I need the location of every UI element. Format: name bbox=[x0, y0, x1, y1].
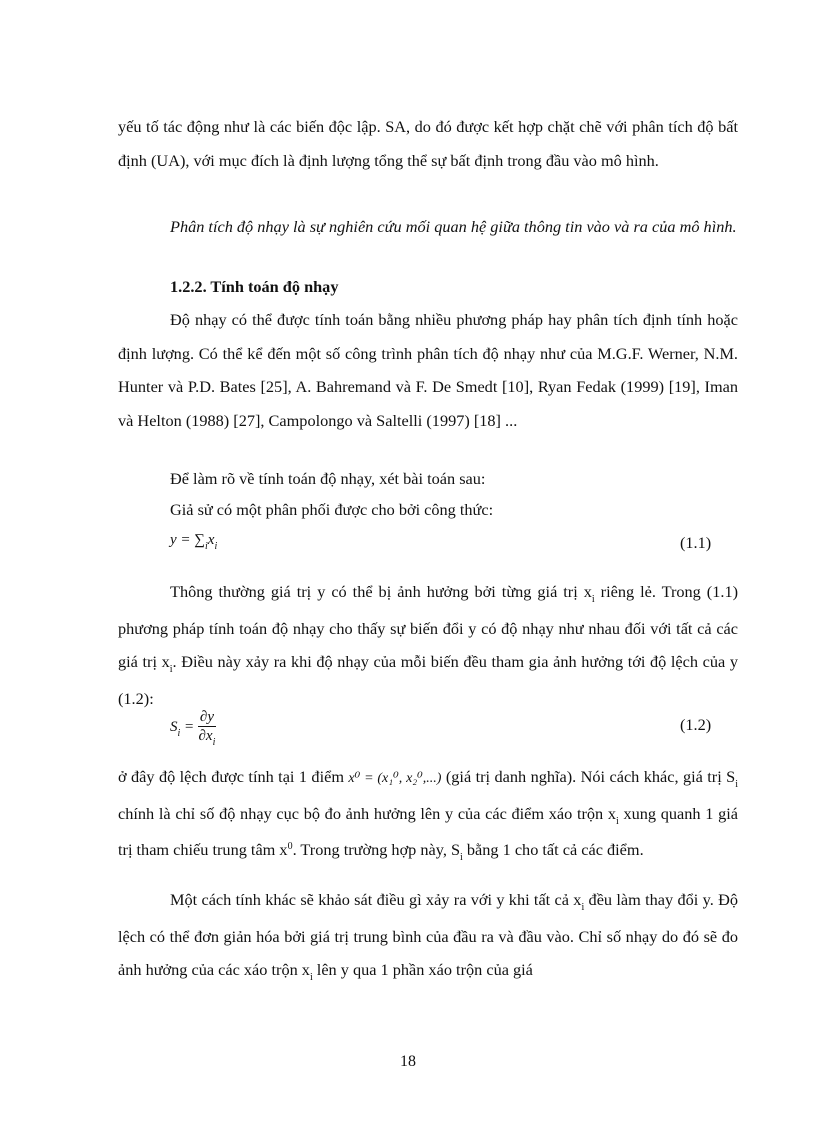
equation-number-1-2: (1.2) bbox=[680, 715, 712, 734]
eq1-var-sub: i bbox=[214, 541, 218, 552]
xi-subscript: i bbox=[581, 902, 585, 913]
p7-part-d: xung quanh 1 giá trị tham chiếu trung tâm x bbox=[118, 803, 738, 859]
page-number: 18 bbox=[400, 1053, 416, 1070]
p7-part-a: ở đây độ lệch được tính tại 1 điểm bbox=[118, 767, 349, 786]
xi-subscript: i bbox=[616, 815, 619, 827]
equation-1-1 bbox=[170, 532, 218, 552]
p7-part-b: (giá trị danh nghĩa). Nói cách khác, giá trị S bbox=[441, 767, 736, 786]
paragraph-local-index bbox=[118, 760, 738, 870]
paragraph-definition: Phân tích độ nhạy là sự nghiên cứu mối quan hệ giữa thông tin vào và ra của mô hình. bbox=[170, 217, 737, 236]
eq2-numerator: ∂y bbox=[199, 709, 214, 725]
x0-superscript: 0 bbox=[287, 841, 293, 852]
p7-part-c: chính là chỉ số độ nhạy cục bộ đo ảnh hưởng lên y của các điểm xáo trộn x bbox=[118, 803, 617, 823]
paragraph-intro: yếu tố tác động như là các biến độc lập. SA, do đó được kết hợp chặt chẽ với phân tích độ bất định (UA), với mục đích là định lượng tổng thể sự bất định trong đầu vào mô hình. bbox=[118, 117, 738, 170]
p8-part-a: Một cách tính khác sẽ khảo sát điều gì xảy ra với y khi tất cả x bbox=[170, 890, 582, 909]
xi-subscript: i bbox=[309, 972, 313, 983]
xi-subscript: i bbox=[169, 664, 173, 675]
paragraph-assume: Giả sử có một phân phối được cho bởi công thức: bbox=[170, 500, 494, 519]
eq2-lhs-sub: i bbox=[177, 727, 181, 739]
si-subscript: i bbox=[735, 779, 738, 790]
p6-part-b: riêng lẻ. Trong (1.1) phương pháp tính toán độ nhạy cho thấy sự biến đổi y có độ nhạy như nhau đối với tất cả các giá trị x bbox=[118, 582, 739, 671]
x0-point-formula: x⁰ = (x₁⁰, x₂⁰,...) bbox=[348, 771, 442, 786]
eq1-sum-index: i bbox=[204, 541, 208, 552]
eq1-lhs: y = ∑ bbox=[170, 532, 205, 548]
paragraph-problem: Để làm rõ về tính toán độ nhạy, xét bài toán sau: bbox=[170, 469, 486, 488]
p6-part-a: Thông thường giá trị y có thể bị ảnh hưởng bởi từng giá trị x bbox=[170, 582, 592, 601]
paragraph-sensitivity bbox=[118, 575, 738, 715]
xi-subscript: i bbox=[591, 594, 595, 605]
si-subscript: i bbox=[460, 852, 463, 863]
p7-part-f: bằng 1 cho tất cả các điểm. bbox=[462, 840, 644, 859]
eq2-fraction bbox=[198, 708, 216, 747]
paragraph-alternative bbox=[118, 883, 738, 990]
equation-number-1-1: (1.1) bbox=[680, 533, 712, 552]
paragraph-methods: Độ nhạy có thể được tính toán bằng nhiều phương pháp hay phân tích định tính hoặc định lượng. Có thể kể đến một số công trình phân tích độ nhạy như của M.G.F. Werner, N.M. Hunter và P.D. Bates [25], A. Bahremand và F. De Smedt [10], Ryan Fedak (1999) [19], Iman và Helton (1988) [27], Campolongo và Saltelli (1997) [18] ... bbox=[118, 310, 738, 430]
p6-part-c: . Điều này xảy ra khi độ nhạy của mỗi biến đều tham gia ảnh hưởng tới độ lệch của y (1.2): bbox=[118, 652, 738, 708]
eq2-lhs: S bbox=[170, 718, 178, 735]
eq2-denominator: $\partial x_i$ bbox=[198, 728, 216, 748]
p8-part-b: đều làm thay đổi y. Độ lệch có thể đơn giản hóa bởi giá trị trung bình của đầu ra và đầu vào. Chỉ số nhạy do đó sẽ đo ảnh hưởng của các xáo trộn x bbox=[118, 890, 738, 979]
p8-part-c: lên y qua 1 phần xáo trộn của giá bbox=[312, 960, 533, 979]
equation-1-2: $S_i$ = $\frac{\partial y}{\partial x_i}$ bbox=[170, 709, 216, 748]
p7-part-e: . Trong trường hợp này, S bbox=[292, 840, 461, 859]
section-heading: 1.2.2. Tính toán độ nhạy bbox=[170, 277, 339, 296]
eq1-var: x bbox=[207, 532, 215, 548]
